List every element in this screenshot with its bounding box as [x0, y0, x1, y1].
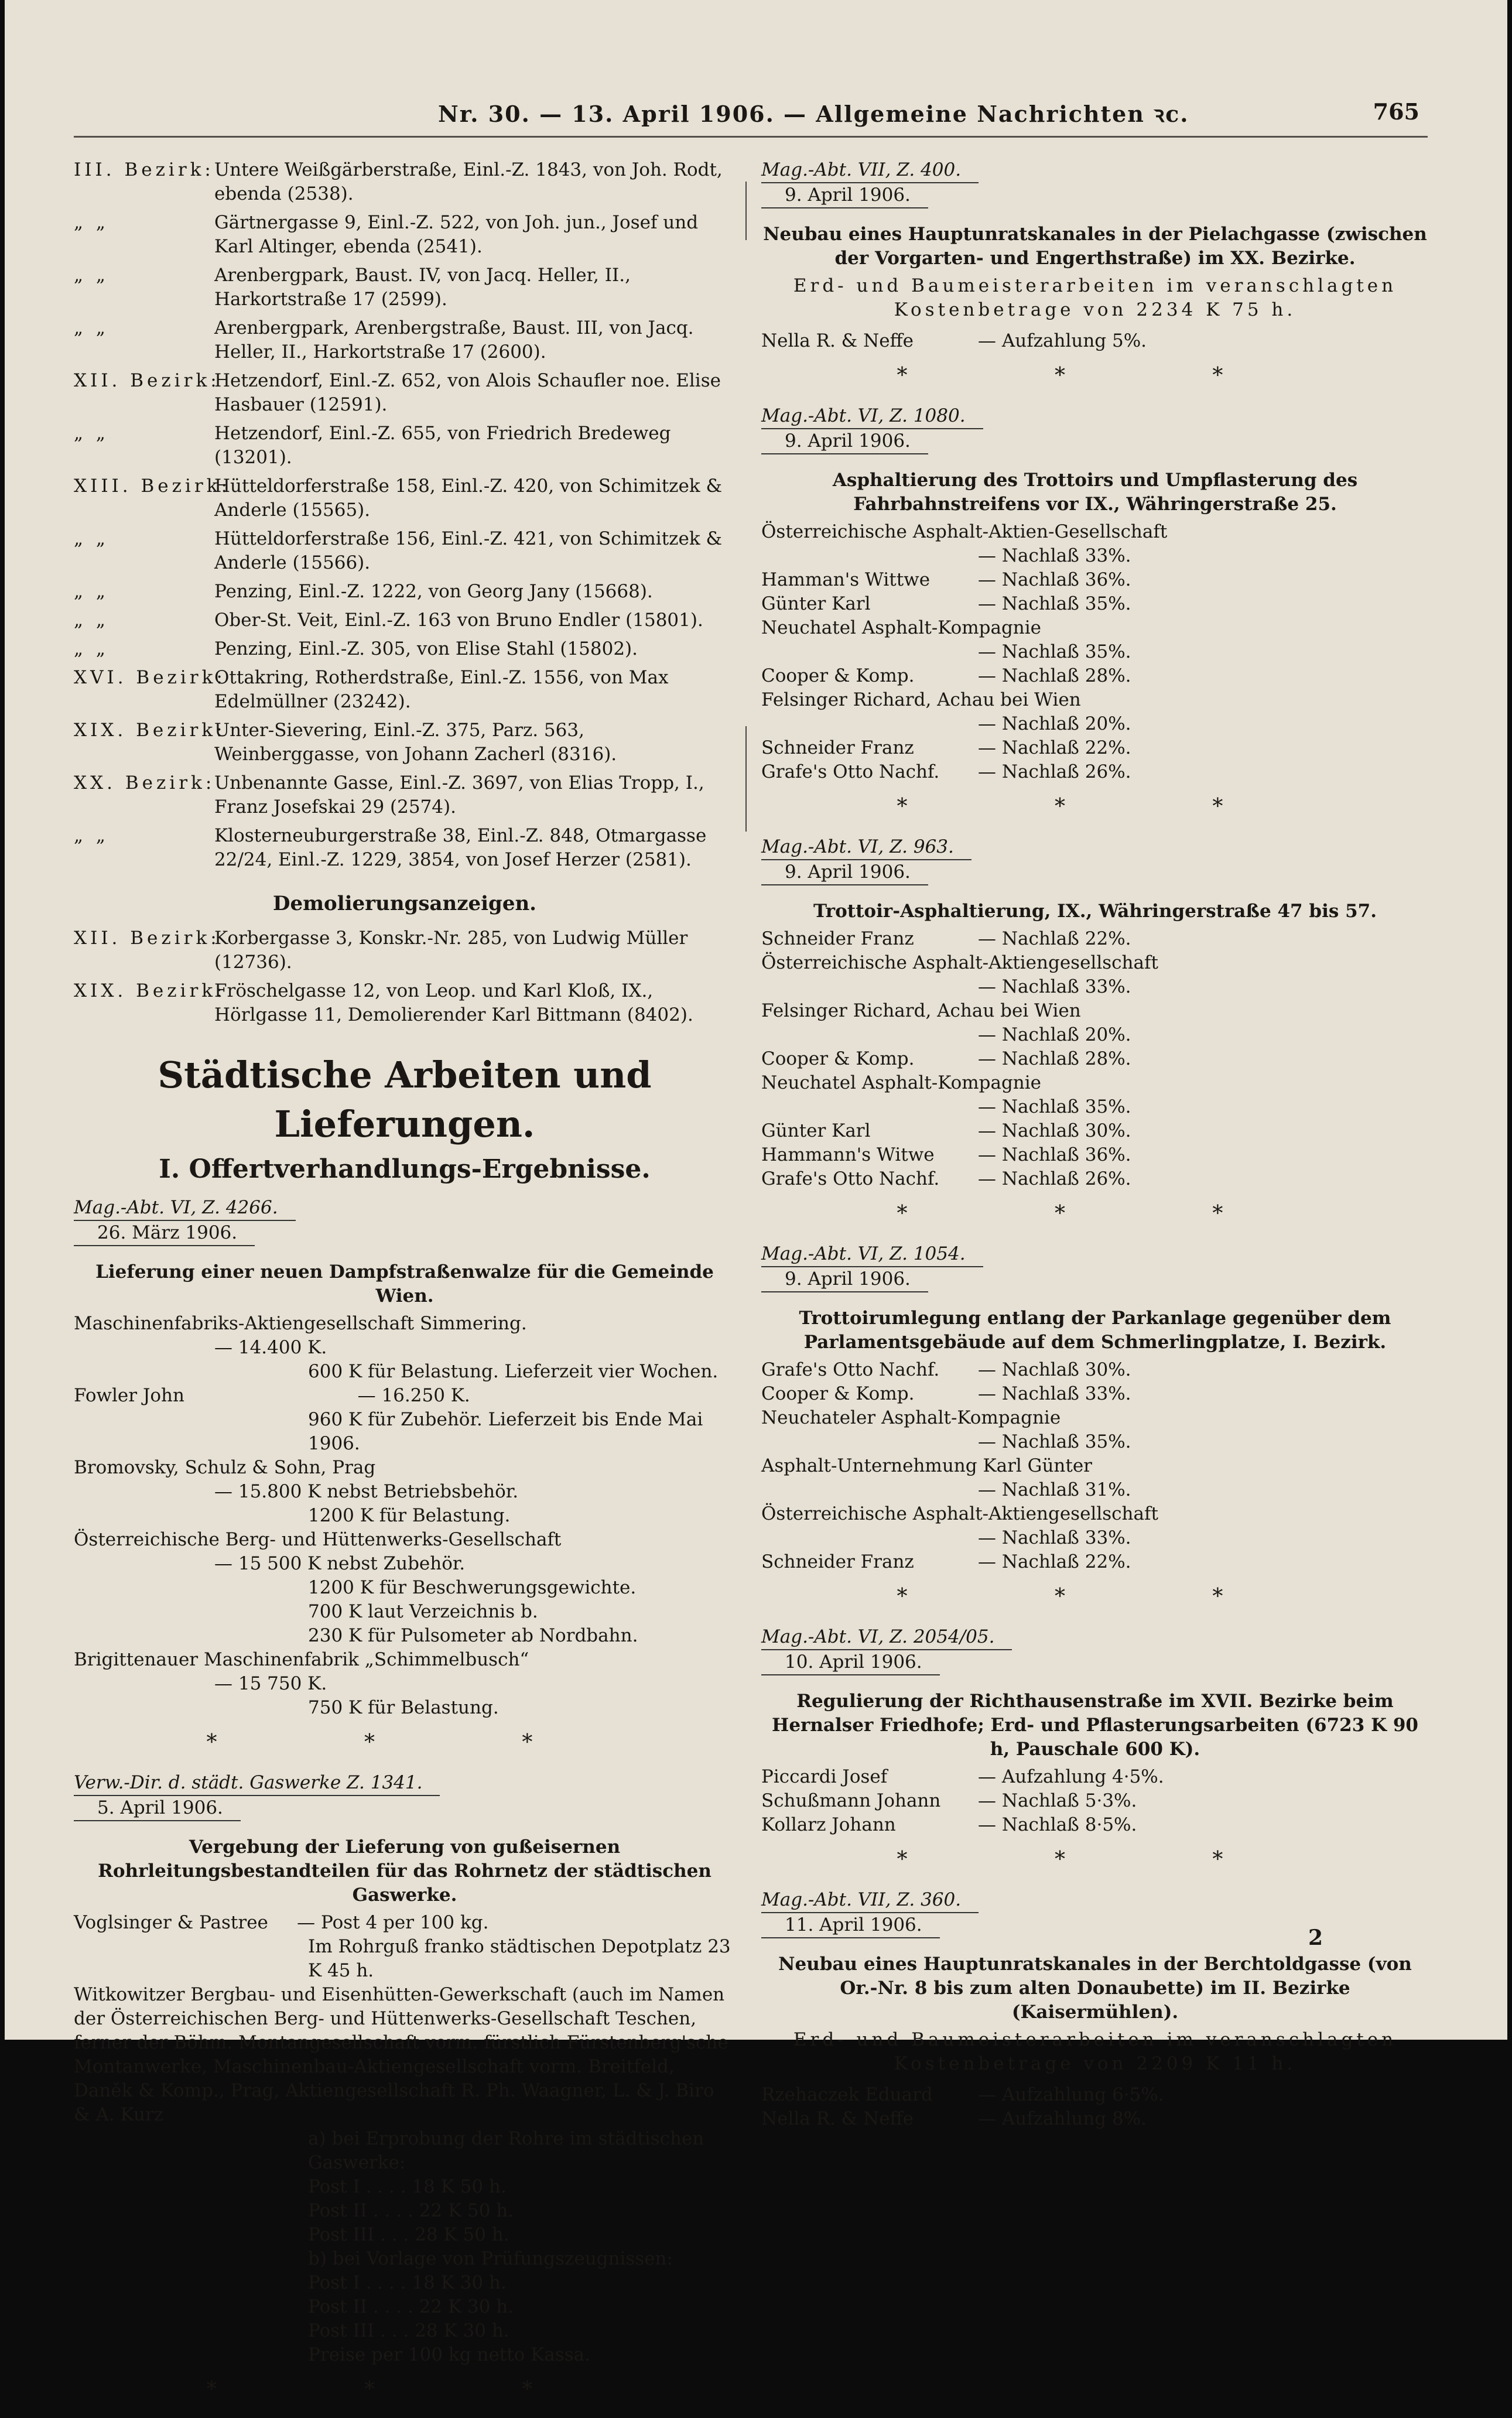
bezirk-text: Unbenannte Gasse, Einl.-Z. 3697, von Elias Tropp, I., Franz Josefskai 29 (2574). — [214, 772, 704, 818]
date-row — [761, 1650, 1429, 1681]
firm-value: — Nachlaß 33%. — [978, 976, 1131, 997]
firm-row — [761, 760, 1429, 784]
offer-section — [761, 158, 1429, 388]
offer-line: b) bei Vorlage von Prüfungszeugnissen: — [308, 2248, 673, 2269]
firm-name — [761, 1023, 978, 1047]
offer-line: Preise per 100 kg netto Kassa. — [308, 2344, 590, 2365]
firm-row — [761, 1813, 1429, 1837]
offer-section — [761, 1242, 1429, 1609]
bezirk-entry — [74, 926, 736, 974]
firm-row — [761, 592, 1429, 616]
bezirk-entry — [74, 608, 736, 632]
firm-value — [1041, 616, 1429, 640]
demolierung-list — [74, 926, 736, 1027]
firm-row — [761, 1023, 1429, 1047]
firm-value: — Aufzahlung 8%. — [978, 2108, 1147, 2129]
sub-heading: I. Offertverhandlungs-Ergebnisse. — [159, 1154, 651, 1184]
bezirk-entry — [74, 158, 736, 206]
bezirk-entry — [74, 316, 736, 364]
firm-value: — Nachlaß 30%. — [978, 1120, 1131, 1141]
firm-value: — Aufzahlung 5%. — [978, 330, 1147, 351]
firm-name: Hammann's Witwe — [761, 1144, 935, 1165]
offer-line: Post III . . . 28 K 30 h. — [308, 2320, 509, 2341]
firm-row — [761, 1765, 1429, 1789]
firm-value — [1081, 999, 1429, 1023]
section-subtitle: Erd- und Baumeisterarbeiten im veranschlagten Kostenbetrage von 2209 K 11 h. — [793, 2029, 1397, 2074]
firm-value: — Nachlaß 8·5%. — [978, 1814, 1137, 1835]
offer-line: — 15 500 K nebst Zubehör. — [214, 1553, 466, 1574]
firm-value: — Nachlaß 35%. — [978, 593, 1131, 614]
firm-value: — Nachlaß 20%. — [978, 1024, 1131, 1045]
firm-name: Österreichische Asphalt-Aktien-Gesellschaft — [761, 521, 1168, 542]
firm-name — [761, 1430, 978, 1454]
offer-line: 600 K für Belastung. Lieferzeit vier Wochen. — [308, 1361, 719, 1382]
firm-row — [761, 1550, 1429, 1574]
bezirk-text: Penzing, Einl.-Z. 1222, von Georg Jany (15668). — [214, 581, 653, 602]
offer-line: Post II . . . . 22 K 50 h. — [308, 2200, 514, 2221]
offer-line: 700 K laut Verzeichnis b. — [308, 1601, 538, 1622]
offer-line: 1200 K für Belastung. — [308, 1505, 511, 1526]
section-date: 9. April 1906. — [761, 429, 928, 454]
firm-name — [761, 1526, 978, 1550]
offer-line: Post I . . . . 18 K 30 h. — [308, 2272, 507, 2293]
column-divider — [745, 182, 747, 240]
firm-value: — Nachlaß 35%. — [978, 1096, 1131, 1117]
firm-name: Grafe's Otto Nachf. — [761, 1359, 940, 1380]
firm-row — [761, 1047, 1429, 1071]
firm-name: Felsinger Richard, Achau bei Wien — [761, 1000, 1081, 1021]
firm-name: Neuchatel Asphalt-Kompagnie — [761, 617, 1042, 638]
section-date: 26. März 1906. — [74, 1221, 255, 1246]
bezirk-label: „ „ — [74, 528, 109, 549]
firm-value: — Nachlaß 22%. — [978, 1551, 1131, 1572]
firm-row — [761, 2083, 1429, 2107]
bezirk-label: III. Bezirk: — [74, 159, 214, 180]
ref-row — [761, 835, 1429, 860]
firm-row — [761, 2107, 1429, 2131]
bezirk-entry — [74, 264, 736, 312]
bezirk-entry — [74, 369, 736, 417]
offer-section — [74, 1196, 736, 1720]
bezirk-label: XII. Bezirk: — [74, 928, 220, 949]
section-date: 9. April 1906. — [761, 1267, 928, 1292]
stars-separator: * * * — [206, 2378, 603, 2402]
firm-value: — Nachlaß 36%. — [978, 1144, 1131, 1165]
firm-row — [761, 1071, 1429, 1095]
firm-row — [761, 1526, 1429, 1550]
firm-name: Neuchatel Asphalt-Kompagnie — [761, 1072, 1042, 1093]
bezirk-label: „ „ — [74, 265, 109, 286]
firm-value: — Nachlaß 33%. — [978, 1383, 1131, 1404]
firm-value — [1061, 1406, 1429, 1430]
bezirk-text: Gärtnergasse 9, Einl.-Z. 522, von Joh. jun., Josef und Karl Altinger, ebenda (2541). — [214, 212, 699, 257]
firm-name — [761, 712, 978, 736]
firm-name: Schneider Franz — [761, 928, 914, 949]
date-row — [761, 860, 1429, 891]
firm-value: — Nachlaß 22%. — [978, 737, 1131, 758]
firm-value: — Nachlaß 22%. — [978, 928, 1131, 949]
firm-value: — Nachlaß 26%. — [978, 761, 1131, 782]
offer-line: Im Rohrguß franko städtischen Depotplatz 23 K 45 h. — [308, 1936, 731, 1981]
offer-section — [761, 1888, 1429, 2131]
stars-separator: * * * — [897, 795, 1294, 819]
bezirk-label: „ „ — [74, 825, 109, 846]
firm-value — [1081, 688, 1429, 712]
firm-value — [1158, 1502, 1429, 1526]
stars-separator: * * * — [897, 364, 1294, 388]
offer-line: Voglsinger & Pastree — Post 4 per 100 kg. — [74, 1912, 489, 1933]
firm-row — [761, 1502, 1429, 1526]
firm-row — [761, 951, 1429, 975]
firm-value: — Aufzahlung 4·5%. — [978, 1766, 1164, 1787]
firm-row — [761, 1406, 1429, 1430]
offer-line: — 14.400 K. — [214, 1337, 327, 1358]
section-ref: Mag.-Abt. VI, Z. 4266. — [74, 1196, 296, 1221]
firm-row — [761, 1095, 1429, 1119]
stars-separator: * * * — [206, 1730, 603, 1754]
bezirk-label: „ „ — [74, 610, 109, 631]
date-row — [761, 1267, 1429, 1298]
section-lines — [74, 1312, 736, 1720]
section-ref: Mag.-Abt. VII, Z. 360. — [761, 1888, 979, 1913]
firm-value: — Nachlaß 31%. — [978, 1479, 1131, 1500]
firm-name: Rzehaczek Eduard — [761, 2084, 933, 2105]
section-ref: Mag.-Abt. VI, Z. 1054. — [761, 1242, 983, 1267]
section-title: Lieferung einer neuen Dampfstraßenwalze für die Gemeinde Wien. — [95, 1261, 714, 1307]
newspaper-page — [5, 0, 1507, 2402]
bezirk-entry — [74, 719, 736, 767]
left-column — [74, 158, 736, 2418]
firm-row — [761, 664, 1429, 688]
firm-name: Nella R. & Neffe — [761, 330, 914, 351]
firm-value — [1167, 520, 1429, 544]
firm-name: Kollarz Johann — [761, 1814, 896, 1835]
section-date: 9. April 1906. — [761, 183, 928, 208]
date-row — [761, 1913, 1429, 1944]
firm-row — [761, 1167, 1429, 1191]
firm-value — [1158, 951, 1429, 975]
date-row — [761, 183, 1429, 214]
bezirk-text: Klosterneuburgerstraße 38, Einl.-Z. 848, Otmargasse 22/24, Einl.-Z. 1229, 3854, von Josef Herzer (2581). — [214, 825, 707, 870]
firm-name: Cooper & Komp. — [761, 665, 915, 686]
offer-section — [761, 835, 1429, 1226]
bezirk-text: Korbergasse 3, Konskr.-Nr. 285, von Ludwig Müller (12736). — [214, 928, 688, 973]
bezirk-label: „ „ — [74, 423, 109, 444]
firm-value: — Aufzahlung 6·5%. — [978, 2084, 1164, 2105]
section-ref: Mag.-Abt. VI, Z. 963. — [761, 835, 971, 860]
firm-name: Günter Karl — [761, 593, 871, 614]
firm-row — [761, 1454, 1429, 1478]
right-column — [761, 158, 1429, 2131]
firm-row — [761, 544, 1429, 568]
section-title: Trottoirumlegung entlang der Parkanlage gegenüber dem Parlamentsgebäude auf dem Schmerlingplatze, I. Bezirk. — [799, 1308, 1391, 1353]
firm-value: — Nachlaß 35%. — [978, 1431, 1131, 1452]
firm-row — [761, 1119, 1429, 1143]
section-title: Regulierung der Richthausenstraße im XVII. Bezirke beim Hernalser Friedhofe; Erd- und Pflasterungsarbeiten (6723 K 90 h, Pauschale 600 K). — [772, 1691, 1418, 1760]
offer-line: Post II . . . . 22 K 30 h. — [308, 2296, 514, 2317]
firm-name: Cooper & Komp. — [761, 1383, 915, 1404]
offer-line: Bromovsky, Schulz & Sohn, Prag — [74, 1457, 376, 1478]
bezirk-list — [74, 158, 736, 872]
firm-value: — Nachlaß 35%. — [978, 641, 1131, 662]
bezirk-text: Arenbergpark, Arenbergstraße, Baust. III, von Jacq. Heller, II., Harkortstraße 17 (2600). — [214, 317, 694, 362]
firm-name: Grafe's Otto Nachf. — [761, 761, 940, 782]
offer-line: 1200 K für Beschwerungsgewichte. — [308, 1577, 637, 1598]
firm-name: Nella R. & Neffe — [761, 2108, 914, 2129]
bezirk-entry — [74, 422, 736, 470]
stars-separator: * * * — [897, 1585, 1294, 1609]
firm-name: Schußmann Johann — [761, 1790, 941, 1811]
firm-row — [761, 640, 1429, 664]
firm-row — [761, 1789, 1429, 1813]
bezirk-entry — [74, 527, 736, 575]
offer-line: Fowler John — 16.250 K. — [74, 1385, 470, 1406]
firm-name — [761, 640, 978, 664]
bezirk-text: Fröschelgasse 12, von Leop. und Karl Kloß, IX., Hörlgasse 11, Demolierender Karl Bittmann (8402). — [214, 980, 693, 1025]
bezirk-entry — [74, 771, 736, 819]
bezirk-text: Ottakring, Rotherdstraße, Einl.-Z. 1556, von Max Edelmüllner (23242). — [214, 667, 669, 712]
firm-row — [761, 616, 1429, 640]
section-title: Neubau eines Hauptunratskanales in der Berchtoldgasse (von Or.-Nr. 8 bis zum alten Donaubette) im II. Bezirke (Kaisermühlen). — [778, 1954, 1412, 2023]
firm-name: Felsinger Richard, Achau bei Wien — [761, 689, 1081, 710]
bezirk-label: XIII. Bezirk: — [74, 476, 231, 497]
stars-separator: * * * — [897, 1202, 1294, 1226]
bezirk-label: XVI. Bezirk: — [74, 667, 226, 688]
firm-row — [761, 1358, 1429, 1382]
firm-name: Österreichische Asphalt-Aktiengesellschaft — [761, 952, 1158, 973]
firm-row — [761, 1143, 1429, 1167]
offer-section — [74, 1771, 736, 2367]
firm-value: — Nachlaß 33%. — [978, 545, 1131, 566]
firm-value: — Nachlaß 30%. — [978, 1359, 1131, 1380]
firm-row — [761, 999, 1429, 1023]
ref-row — [761, 158, 1429, 183]
firm-row — [761, 688, 1429, 712]
section-date: 11. April 1906. — [761, 1913, 940, 1938]
section-ref: Mag.-Abt. VII, Z. 400. — [761, 158, 979, 183]
firm-name: Günter Karl — [761, 1120, 871, 1141]
offer-section — [761, 1625, 1429, 1872]
firm-name: Piccardi Josef — [761, 1766, 888, 1787]
bezirk-text: Untere Weißgärberstraße, Einl.-Z. 1843, von Joh. Rodt, ebenda (2538). — [214, 159, 723, 204]
ref-row — [761, 1625, 1429, 1650]
bezirk-text: Unter-Sievering, Einl.-Z. 375, Parz. 563, Weinberggasse, von Johann Zacherl (8316). — [214, 720, 617, 765]
firm-row — [761, 975, 1429, 999]
offer-line: Brigittenauer Maschinenfabrik „Schimmelbusch“ — [74, 1649, 529, 1670]
page-header — [5, 88, 1507, 129]
offer-line: 750 K für Belastung. — [308, 1697, 499, 1718]
offer-line: Österreichische Berg- und Hüttenwerks-Gesellschaft — [74, 1529, 562, 1550]
firm-name: Hamman's Wittwe — [761, 569, 931, 590]
bezirk-label: „ „ — [74, 212, 109, 233]
firm-value: — Nachlaß 28%. — [978, 665, 1131, 686]
firm-name — [761, 1095, 978, 1119]
section-title: Neubau eines Hauptunratskanales in der Pielachgasse (zwischen der Vorgarten- und Engerthstraße) im XX. Bezirke. — [763, 224, 1427, 269]
ref-row — [761, 1242, 1429, 1267]
demolierung-heading: Demolierungsanzeigen. — [272, 892, 537, 915]
firm-name — [761, 544, 978, 568]
section-subtitle: Erd- und Baumeisterarbeiten im veranschlagten Kostenbetrage von 2234 K 75 h. — [793, 275, 1397, 320]
offer-line: Post I . . . . 18 K 50 h. — [308, 2176, 507, 2197]
header-title: Nr. 30. — 13. April 1906. — Allgemeine Nachrichten ꝛc. — [438, 101, 1189, 127]
offer-line: a) bei Erprobung der Rohre im städtischen Gaswerke: — [308, 2128, 704, 2173]
bezirk-label: XX. Bezirk: — [74, 772, 215, 794]
header-page-number: 765 — [1373, 98, 1419, 125]
bezirk-entry — [74, 824, 736, 872]
bezirk-text: Ober-St. Veit, Einl.-Z. 163 von Bruno Endler (15801). — [214, 610, 703, 631]
bezirk-text: Arenbergpark, Baust. IV, von Jacq. Heller, II., Harkortstraße 17 (2599). — [214, 265, 631, 310]
offer-line: Witkowitzer Bergbau- und Eisenhütten-Gewerkschaft (auch im Namen der Österreichischen Berg- und Hüttenwerks-Gesellschaft Teschen, ferner der Böhm. Montangesellschaft vorm. fürstlich Fürstenberg'sche Montanwerke, Maschinenbau-Aktiengesellschaft vorm. Breitfeld, Daněk & Komp., Prag, Aktiengesellschaft R. Ph. Waagner, L. & J. Biro & A. Kurz — [74, 1984, 728, 2125]
section-title: Vergebung der Lieferung von gußeisernen Rohrleitungsbestandteilen für das Rohrnetz der städtischen Gaswerke. — [98, 1836, 711, 1906]
firm-name: Grafe's Otto Nachf. — [761, 1168, 940, 1189]
firm-value — [1092, 1454, 1429, 1478]
section-ref: Verw.-Dir. d. städt. Gaswerke Z. 1341. — [74, 1771, 440, 1796]
bezirk-text: Hütteldorferstraße 156, Einl.-Z. 421, von Schimitzek & Anderle (15566). — [214, 528, 723, 573]
firm-value: — Nachlaß 5·3%. — [978, 1790, 1137, 1811]
offer-line: — 15.800 K nebst Betriebsbehör. — [214, 1481, 519, 1502]
firm-row — [761, 736, 1429, 760]
firm-row — [761, 329, 1429, 353]
firm-row — [761, 568, 1429, 592]
firm-value — [1041, 1071, 1429, 1095]
firm-row — [761, 520, 1429, 544]
bezirk-entry — [74, 211, 736, 259]
section-title: Trottoir-Asphaltierung, IX., Währingerstraße 47 bis 57. — [813, 901, 1377, 922]
section-date: 9. April 1906. — [761, 860, 928, 885]
offer-line: 230 K für Pulsometer ab Nordbahn. — [308, 1625, 638, 1646]
bezirk-entry — [74, 637, 736, 661]
column-divider — [745, 726, 747, 832]
firm-name — [761, 975, 978, 999]
section-ref: Mag.-Abt. VI, Z. 2054/05. — [761, 1625, 1012, 1650]
firm-value: — Nachlaß 20%. — [978, 713, 1131, 734]
firm-row — [761, 1430, 1429, 1454]
ref-row — [761, 404, 1429, 429]
bezirk-text: Hetzendorf, Einl.-Z. 655, von Friedrich Bredeweg (13201). — [214, 423, 671, 468]
stars-separator: * * * — [897, 1848, 1294, 1872]
bezirk-entry — [74, 666, 736, 714]
bezirk-label: „ „ — [74, 581, 109, 602]
bezirk-entry — [74, 474, 736, 522]
firm-value: — Nachlaß 26%. — [978, 1168, 1131, 1189]
bezirk-label: XIX. Bezirk: — [74, 980, 226, 1001]
bezirk-entry — [74, 580, 736, 604]
section-date: 5. April 1906. — [74, 1796, 241, 1821]
section-lines — [74, 1911, 736, 2367]
firm-name: Cooper & Komp. — [761, 1048, 915, 1069]
section-ref: Mag.-Abt. VI, Z. 1080. — [761, 404, 983, 429]
firm-name: Österreichische Asphalt-Aktiengesellschaft — [761, 1503, 1158, 1524]
firm-row — [761, 1382, 1429, 1406]
bezirk-label: „ „ — [74, 638, 109, 659]
offer-line: 960 K für Zubehör. Lieferzeit bis Ende Mai 1906. — [308, 1409, 703, 1454]
firm-value: — Nachlaß 33%. — [978, 1527, 1131, 1548]
firm-row — [761, 927, 1429, 951]
main-heading: Städtische Arbeiten und Lieferungen. — [158, 1054, 652, 1145]
firm-row — [761, 1478, 1429, 1502]
bezirk-text: Hetzendorf, Einl.-Z. 652, von Alois Schaufler noe. Elise Hasbauer (12591). — [214, 370, 721, 415]
ref-row — [761, 1888, 1429, 1913]
header-rule — [74, 136, 1428, 138]
section-date: 10. April 1906. — [761, 1650, 940, 1675]
bezirk-text: Penzing, Einl.-Z. 305, von Elise Stahl (15802). — [214, 638, 638, 659]
bezirk-entry — [74, 979, 736, 1027]
firm-name: Schneider Franz — [761, 1551, 914, 1572]
firm-name: Schneider Franz — [761, 737, 914, 758]
firm-row — [761, 712, 1429, 736]
bezirk-label: „ „ — [74, 317, 109, 338]
firm-name — [761, 1478, 978, 1502]
firm-name: Asphalt-Unternehmung Karl Günter — [761, 1455, 1092, 1476]
offer-section — [761, 404, 1429, 819]
bezirk-text: Hütteldorferstraße 158, Einl.-Z. 420, von Schimitzek & Anderle (15565). — [214, 476, 723, 521]
firm-name: Neuchateler Asphalt-Kompagnie — [761, 1407, 1061, 1428]
bezirk-label: XII. Bezirk: — [74, 370, 220, 391]
offer-line: Maschinenfabriks-Aktiengesellschaft Simmering. — [74, 1313, 527, 1334]
footer-mark: 2 — [1308, 1925, 1323, 1950]
firm-value: — Nachlaß 36%. — [978, 569, 1131, 590]
offer-line: — 15 750 K. — [214, 1673, 327, 1694]
section-title: Asphaltierung des Trottoirs und Umpflasterung des Fahrbahnstreifens vor IX., Währingerstraße 25. — [832, 470, 1358, 515]
firm-value: — Nachlaß 28%. — [978, 1048, 1131, 1069]
date-row — [761, 429, 1429, 460]
offer-line: Post III . . . 28 K 50 h. — [308, 2224, 509, 2245]
bezirk-label: XIX. Bezirk: — [74, 720, 226, 741]
